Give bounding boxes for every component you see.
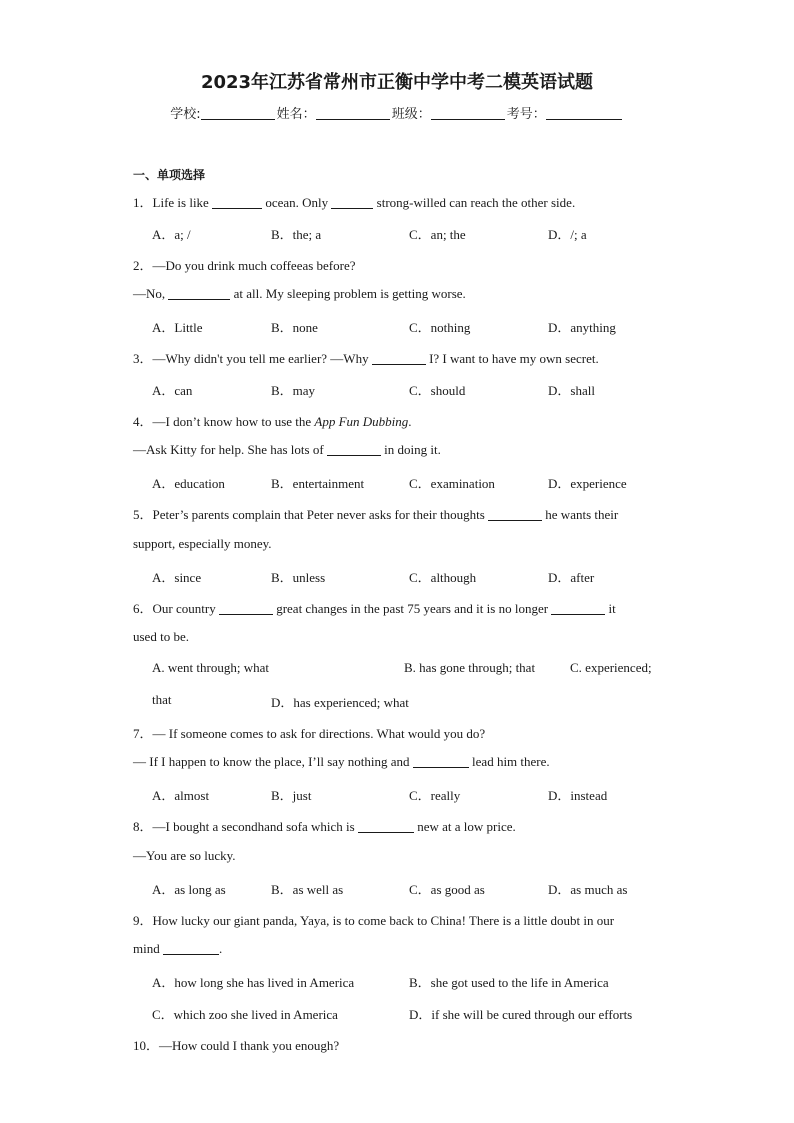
question-7-line-2 — [133, 754, 550, 770]
question-text: . — [408, 414, 412, 429]
options-5 — [152, 567, 672, 585]
option-b[interactable]: B．unless — [271, 570, 326, 585]
question-3 — [133, 348, 599, 367]
option-b[interactable]: B. has gone through; that — [404, 660, 536, 675]
options-1 — [152, 224, 672, 242]
question-text: strong-willed can reach the other side. — [373, 195, 576, 210]
question-8-line-2: —You are so lucky. — [133, 848, 236, 863]
school-blank — [201, 106, 275, 120]
question-text: — If someone comes to ask for directions. What would you do? — [152, 726, 486, 741]
question-number: 5． — [133, 507, 153, 522]
option-c[interactable]: C．an; the — [409, 227, 466, 242]
question-text: How lucky our giant panda, Yaya, is to come back to China! There is a little doubt in our — [152, 913, 615, 928]
question-text: Life is like — [152, 195, 213, 210]
option-c[interactable]: C．nothing — [409, 320, 471, 335]
option-d[interactable]: D．if she will be cured through our efforts — [409, 1007, 633, 1022]
question-text: . — [218, 941, 223, 956]
option-d[interactable]: D．/; a — [548, 227, 587, 242]
question-text: —Do you drink much coffeeas before? — [152, 258, 356, 273]
option-a[interactable]: A．a; / — [152, 227, 191, 242]
question-number: 10． — [133, 1038, 160, 1053]
question-text: in doing it. — [380, 442, 441, 457]
question-text: Our country — [152, 601, 219, 616]
class-label: 班级： — [391, 107, 431, 122]
section-heading: 一、单项选择 — [133, 168, 206, 182]
exam-title: 2023年江苏省常州市正衡中学中考二模英语试题 — [200, 72, 594, 93]
question-text: —I bought a secondhand sofa which is — [152, 819, 358, 834]
question-number: 7． — [133, 726, 153, 741]
question-9-line-2 — [133, 941, 222, 957]
name-label: 姓名： — [276, 107, 316, 122]
question-1 — [133, 192, 575, 211]
option-d[interactable]: D．shall — [548, 383, 595, 398]
question-9 — [133, 910, 614, 929]
option-a[interactable]: A．Little — [152, 320, 203, 335]
options-3 — [152, 380, 672, 398]
question-text: he wants their — [542, 507, 619, 522]
school-label: 学校: — [170, 107, 201, 122]
student-info-line — [0, 103, 794, 122]
option-b[interactable]: B．she got used to the life in America — [409, 975, 609, 990]
answer-blank — [551, 602, 605, 615]
question-text: new at a low price. — [413, 819, 516, 834]
option-d[interactable]: D．experience — [548, 476, 627, 491]
answer-blank — [327, 443, 381, 456]
question-4-line-2 — [133, 442, 441, 458]
number-blank — [546, 106, 622, 120]
option-a[interactable]: A．as long as — [152, 882, 226, 897]
question-6 — [133, 598, 616, 617]
question-text: —No, — [133, 286, 169, 301]
option-c[interactable]: C．should — [409, 383, 466, 398]
option-d[interactable]: D．as much as — [548, 882, 628, 897]
options-8 — [152, 879, 672, 897]
option-a[interactable]: A．education — [152, 476, 225, 491]
question-text: —I don’t know how to use the — [152, 414, 315, 429]
answer-blank — [163, 942, 219, 955]
option-c[interactable]: C．although — [409, 570, 477, 585]
options-7 — [152, 785, 672, 803]
question-text: — If I happen to know the place, I’ll say nothing and — [133, 754, 413, 769]
option-b[interactable]: B．entertainment — [271, 476, 365, 491]
question-text: great changes in the past 75 years and it is no longer — [272, 601, 552, 616]
question-text: I? I want to have my own secret. — [425, 351, 599, 366]
answer-blank — [488, 508, 542, 521]
question-2-line-2 — [133, 286, 466, 302]
options-6 — [152, 660, 672, 678]
answer-blank — [413, 755, 469, 768]
option-d[interactable]: D．has experienced; what — [271, 695, 409, 710]
question-number: 8． — [133, 819, 153, 834]
question-text: lead him there. — [468, 754, 550, 769]
question-number: 1． — [133, 195, 153, 210]
option-b[interactable]: B．none — [271, 320, 318, 335]
question-number: 4． — [133, 414, 153, 429]
question-text: Peter’s parents complain that Peter never asks for their thoughts — [152, 507, 489, 522]
options-6-line-2 — [152, 692, 672, 710]
answer-blank — [372, 352, 426, 365]
app-name-text: App Fun Dubbing — [314, 414, 409, 429]
question-6-line-2: used to be. — [133, 629, 189, 644]
question-2 — [133, 255, 356, 274]
option-a[interactable]: A．almost — [152, 788, 210, 803]
option-a[interactable]: A. went through; what — [152, 660, 269, 675]
question-number: 2． — [133, 258, 153, 273]
answer-blank — [212, 196, 262, 209]
question-10 — [133, 1035, 339, 1054]
option-b[interactable]: B．as well as — [271, 882, 344, 897]
answer-blank — [219, 602, 273, 615]
class-blank — [431, 106, 505, 120]
question-number: 3． — [133, 351, 153, 366]
question-number: 9． — [133, 913, 153, 928]
option-a[interactable]: A．how long she has lived in America — [152, 975, 355, 990]
option-d[interactable]: D．anything — [548, 320, 616, 335]
question-text: it — [605, 601, 616, 616]
option-b[interactable]: B．just — [271, 788, 312, 803]
question-8 — [133, 816, 516, 835]
question-text: at all. My sleeping problem is getting worse. — [230, 286, 466, 301]
answer-blank — [331, 196, 373, 209]
option-c-continued[interactable]: that — [152, 692, 172, 707]
question-text: —How could I thank you enough? — [159, 1038, 340, 1053]
option-d[interactable]: D．after — [548, 570, 595, 585]
option-c[interactable]: C．really — [409, 788, 461, 803]
option-c[interactable]: C．which zoo she lived in America — [152, 1007, 338, 1022]
option-a[interactable]: A．since — [152, 570, 202, 585]
question-4 — [133, 411, 412, 430]
option-d[interactable]: D．instead — [548, 788, 608, 803]
question-text: mind — [133, 941, 163, 956]
question-5-line-2: support, especially money. — [133, 536, 272, 551]
option-c[interactable]: C．as good as — [409, 882, 485, 897]
number-label: 考号： — [506, 107, 546, 122]
question-text: —Why didn't you tell me earlier? —Why — [152, 351, 372, 366]
answer-blank — [168, 287, 230, 300]
question-text: ocean. Only — [262, 195, 332, 210]
question-number: 6． — [133, 601, 153, 616]
question-7 — [133, 723, 485, 742]
option-a[interactable]: A．can — [152, 383, 193, 398]
question-5 — [133, 504, 618, 523]
options-9 — [152, 972, 672, 990]
option-c[interactable]: C. experienced; — [570, 660, 652, 675]
answer-blank — [358, 820, 414, 833]
option-c[interactable]: C．examination — [409, 476, 495, 491]
name-blank — [316, 106, 390, 120]
question-text: —Ask Kitty for help. She has lots of — [133, 442, 327, 457]
options-4 — [152, 473, 672, 491]
options-2 — [152, 317, 672, 335]
options-9-line-2 — [152, 1004, 672, 1022]
option-b[interactable]: B．may — [271, 383, 316, 398]
option-b[interactable]: B．the; a — [271, 227, 322, 242]
